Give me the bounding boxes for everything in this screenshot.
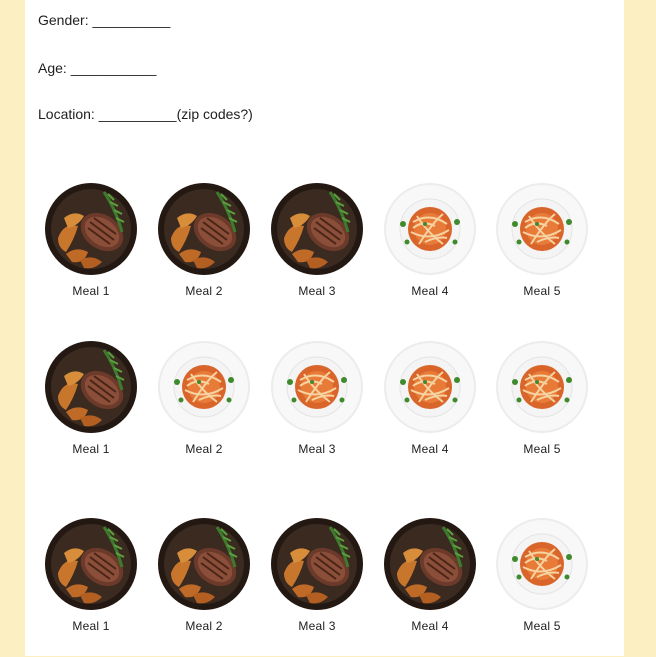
location-label: Location: <box>38 106 95 122</box>
pasta-icon <box>270 340 364 434</box>
meal-label: Meal 3 <box>298 619 336 633</box>
steak-icon <box>44 182 138 276</box>
steak-icon <box>44 340 138 434</box>
pasta-icon <box>383 340 477 434</box>
meal-label: Meal 1 <box>72 442 110 456</box>
meal-option[interactable] <box>486 517 598 633</box>
meal-option[interactable] <box>261 182 373 298</box>
meal-row <box>25 182 624 322</box>
steak-icon <box>44 517 138 611</box>
steak-icon <box>270 182 364 276</box>
location-field[interactable] <box>38 106 253 122</box>
meal-label: Meal 3 <box>298 284 336 298</box>
meal-option[interactable] <box>148 340 260 456</box>
meal-option[interactable] <box>148 182 260 298</box>
meal-option[interactable] <box>148 517 260 633</box>
meal-option[interactable] <box>261 517 373 633</box>
age-blank[interactable]: ___________ <box>70 60 157 76</box>
meal-label: Meal 4 <box>411 442 449 456</box>
meal-option[interactable] <box>486 182 598 298</box>
meal-label: Meal 5 <box>523 442 561 456</box>
pasta-icon <box>495 182 589 276</box>
gender-label: Gender: <box>38 12 89 28</box>
meal-option[interactable] <box>261 340 373 456</box>
age-label: Age: <box>38 60 67 76</box>
meal-option[interactable] <box>35 340 147 456</box>
steak-icon <box>383 517 477 611</box>
age-field[interactable] <box>38 60 156 76</box>
meal-row <box>25 517 624 657</box>
steak-icon <box>270 517 364 611</box>
meal-label: Meal 5 <box>523 619 561 633</box>
pasta-icon <box>495 517 589 611</box>
meal-label: Meal 2 <box>185 619 223 633</box>
gender-blank[interactable]: __________ <box>92 12 171 28</box>
meal-option[interactable] <box>486 340 598 456</box>
survey-page <box>25 0 624 656</box>
location-blank[interactable]: __________ <box>98 106 177 122</box>
meal-option[interactable] <box>35 517 147 633</box>
meal-label: Meal 1 <box>72 619 110 633</box>
meal-label: Meal 4 <box>411 619 449 633</box>
meal-label: Meal 2 <box>185 442 223 456</box>
meal-option[interactable] <box>35 182 147 298</box>
pasta-icon <box>495 340 589 434</box>
meal-option[interactable] <box>374 182 486 298</box>
meal-option[interactable] <box>374 517 486 633</box>
meal-label: Meal 5 <box>523 284 561 298</box>
meal-option[interactable] <box>374 340 486 456</box>
meal-label: Meal 2 <box>185 284 223 298</box>
pasta-icon <box>383 182 477 276</box>
pasta-icon <box>157 340 251 434</box>
meal-row <box>25 340 624 480</box>
meal-label: Meal 4 <box>411 284 449 298</box>
meal-label: Meal 1 <box>72 284 110 298</box>
steak-icon <box>157 182 251 276</box>
gender-field[interactable] <box>38 12 170 28</box>
steak-icon <box>157 517 251 611</box>
location-hint: (zip codes?) <box>176 106 253 122</box>
meal-label: Meal 3 <box>298 442 336 456</box>
